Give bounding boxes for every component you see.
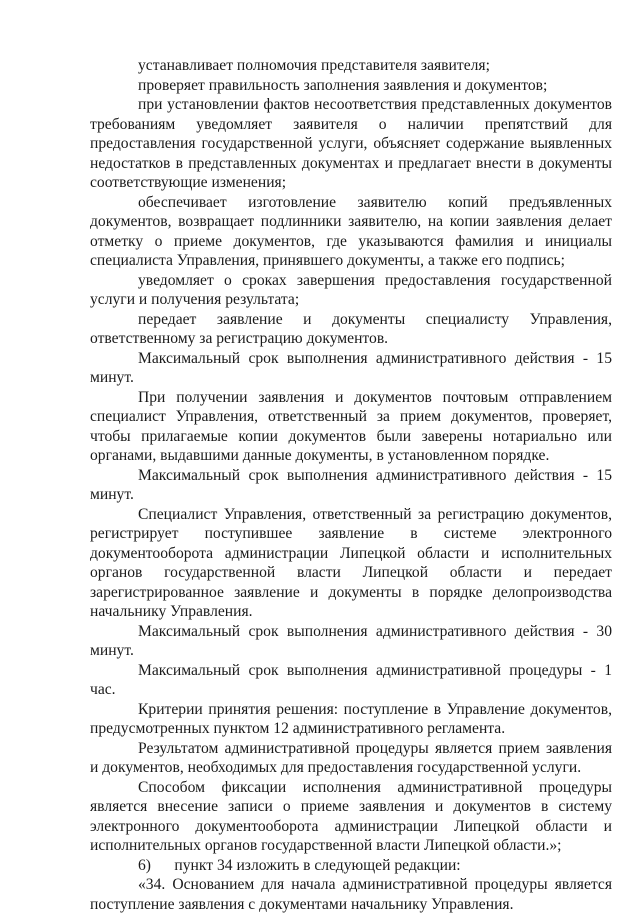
paragraph: устанавливает полномочия представителя заявителя;: [138, 57, 490, 74]
paragraph: Максимальный срок выполнения административного действия - 15 минут.: [90, 349, 612, 386]
paragraph: Способом фиксации исполнения административной процедуры является внесение записи о приеме заявления и документов в систему электронного документооборота администрации Липецкой области и исполнительных органов государственной власти Липецкой области.»;: [90, 778, 612, 854]
list-item: 6) пункт 34 изложить в следующей редакции:: [138, 856, 461, 874]
paragraph: Максимальный срок выполнения административной процедуры - 1 час.: [90, 661, 612, 698]
paragraph: Максимальный срок выполнения административного действия - 30 минут.: [90, 622, 612, 659]
paragraph: проверяет правильность заполнения заявления и документов;: [138, 76, 548, 94]
paragraph: Результатом административной процедуры является прием заявления и документов, необходимых для предоставления государственной услуги.: [90, 739, 612, 776]
paragraph: при установлении фактов несоответствия представленных документов требованиям уведомляет заявителя о наличии препятствий для предоставления государственной услуги, объясняет содержание выявленных недостатков в представленных документах и предлагает внести в документы соответствующие изменения;: [90, 96, 612, 191]
paragraph: уведомляет о сроках завершения предоставления государственной услуги и получения результата;: [90, 271, 612, 308]
paragraph: Специалист Управления, ответственный за регистрацию документов, регистрирует поступившее заявление в системе электронного документооборота администрации Липецкой области и исполнительных органов государственной власти Липецкой области и передает зарегистрированное заявление и документы в порядке делопроизводства начальнику Управления.: [90, 505, 612, 620]
paragraph: обеспечивает изготовление заявителю копий предъявленных документов, возвращает подлинники заявителю, на копии заявления делает отметку о приеме документов, где указываются фамилия и инициалы специалиста Управления, принявшего документы, а также его подпись;: [90, 193, 612, 269]
document-page: [90, 56, 612, 914]
paragraph: При получении заявления и документов почтовым отправлением специалист Управления, ответственный за прием документов, проверяет, чтобы прилагаемые копии документов были заверены нотариально или органами, выдавшими данные документы, в установленном порядке.: [90, 388, 612, 464]
paragraph: Критерии принятия решения: поступление в Управление документов, предусмотренных пунктом 12 административного регламента.: [90, 700, 612, 737]
paragraph: Максимальный срок выполнения административного действия - 15 минут.: [90, 466, 612, 503]
paragraph: «34. Основанием для начала административной процедуры является поступление заявления с документами начальнику Управления.: [90, 876, 612, 913]
paragraph: передает заявление и документы специалисту Управления, ответственному за регистрацию документов.: [90, 310, 612, 347]
